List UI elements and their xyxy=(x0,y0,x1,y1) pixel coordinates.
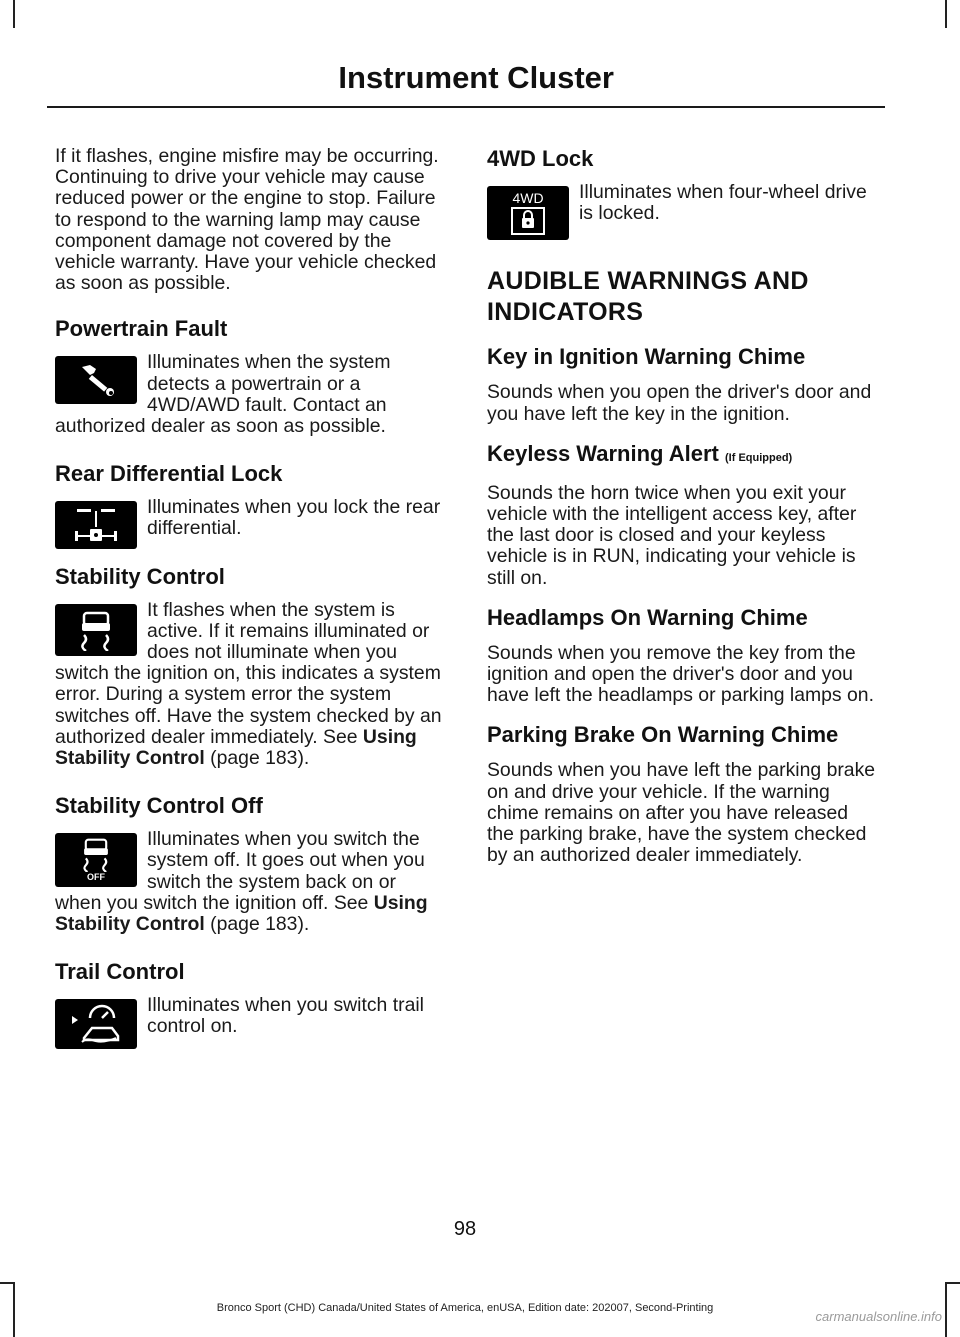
fourwd-entry xyxy=(487,182,880,224)
trail-control-icon xyxy=(55,999,137,1049)
stability-heading: Stability Control xyxy=(55,563,225,589)
section-heading: AUDIBLE WARNINGS AND INDICATORS xyxy=(487,267,809,327)
rear-diff-entry xyxy=(55,497,447,539)
stability-off-link[interactable]: Using Stability Control xyxy=(55,891,428,936)
rear-diff-heading: Rear Differential Lock xyxy=(55,461,283,487)
intro-paragraph: If it flashes, engine misfire may be occurring. Continuing to drive your vehicle may cause reduced power or the engine to stop. Failure to respond to the warning lamp may cause component damage not covered by the vehicle warranty. Have your vehicle checked as soon as possible. xyxy=(55,145,439,295)
stability-off-page: (page 183). xyxy=(204,913,310,936)
crop-mark xyxy=(947,1282,960,1284)
stability-control-icon xyxy=(55,604,137,656)
stability-body: It flashes when the system is active. If it remains illuminated or does not illuminate when you switch the ignition on, this indicates a system error. During a system error the system switches off. Have the system checked by an authorized dealer immediately. See xyxy=(55,598,442,748)
fourwd-heading: 4WD Lock xyxy=(487,146,594,171)
rear-diff-text: Illuminates when you lock the rear differential. xyxy=(147,496,441,540)
parking-brake-heading: Parking Brake On Warning Chime xyxy=(487,722,839,748)
trail-heading: Trail Control xyxy=(55,959,185,985)
key-chime-heading: Key in Ignition Warning Chime xyxy=(487,344,806,370)
page-title: Instrument Cluster xyxy=(338,60,614,95)
footer-text: Bronco Sport (CHD) Canada/United States of America, enUSA, Edition date: 202007, Second-Printing xyxy=(216,1302,714,1314)
crop-mark xyxy=(13,0,15,28)
right-column xyxy=(487,146,880,866)
left-column xyxy=(55,146,447,1053)
header-divider xyxy=(47,106,885,108)
rear-differential-lock-icon xyxy=(55,501,137,549)
stability-page: (page 183). xyxy=(204,747,310,770)
powertrain-heading: Powertrain Fault xyxy=(55,316,228,342)
headlamps-text: Sounds when you remove the key from the ignition and open the driver's door and you have left the headlamps or parking lamps on. xyxy=(487,641,874,707)
headlamps-heading: Headlamps On Warning Chime xyxy=(487,604,808,630)
parking-brake-text: Sounds when you have left the parking brake on and drive your vehicle. If the warning chime remains on after you have released the parking brake, have the system checked by an authorized dealer immediately. xyxy=(487,759,876,867)
key-chime-text: Sounds when you open the driver's door and you have left the key in the ignition. xyxy=(487,381,872,425)
stability-link[interactable]: Using Stability Control xyxy=(55,725,417,770)
fourwd-lock-icon xyxy=(487,186,569,240)
stability-control-off-icon xyxy=(55,833,137,887)
keyless-heading xyxy=(487,441,880,471)
crop-mark xyxy=(945,1282,947,1337)
keyless-title: Keyless Warning Alert xyxy=(487,440,719,466)
stability-entry xyxy=(55,600,447,770)
keyless-qualifier: (If Equipped) xyxy=(725,451,793,464)
watermark: carmanualsonline.info xyxy=(815,1309,942,1324)
page-number: 98 xyxy=(453,1218,477,1240)
off-label: OFF xyxy=(87,872,105,883)
crop-mark xyxy=(0,1282,13,1284)
fourwd-text: Illuminates when four-wheel drive is locked. xyxy=(579,181,867,225)
powertrain-text: Illuminates when the system detects a powertrain or a 4WD/AWD fault. Contact an authorized dealer as soon as possible. xyxy=(55,351,391,438)
stability-off-entry xyxy=(55,829,447,935)
stability-off-heading: Stability Control Off xyxy=(55,793,263,819)
crop-mark xyxy=(945,0,947,28)
trail-text: Illuminates when you switch trail control on. xyxy=(147,994,424,1038)
trail-entry xyxy=(55,995,447,1037)
powertrain-entry xyxy=(55,352,447,437)
keyless-text: Sounds the horn twice when you exit your vehicle with the intelligent access key, after the last door is closed and your keyless vehicle is in RUN, indicating your vehicle is still on. xyxy=(487,481,857,589)
fourwd-label: 4WD xyxy=(512,190,544,206)
stability-off-body: Illuminates when you switch the system off. It goes out when you switch the system back on or when you switch the ignition off. See xyxy=(55,828,425,914)
wrench-icon xyxy=(55,356,137,404)
